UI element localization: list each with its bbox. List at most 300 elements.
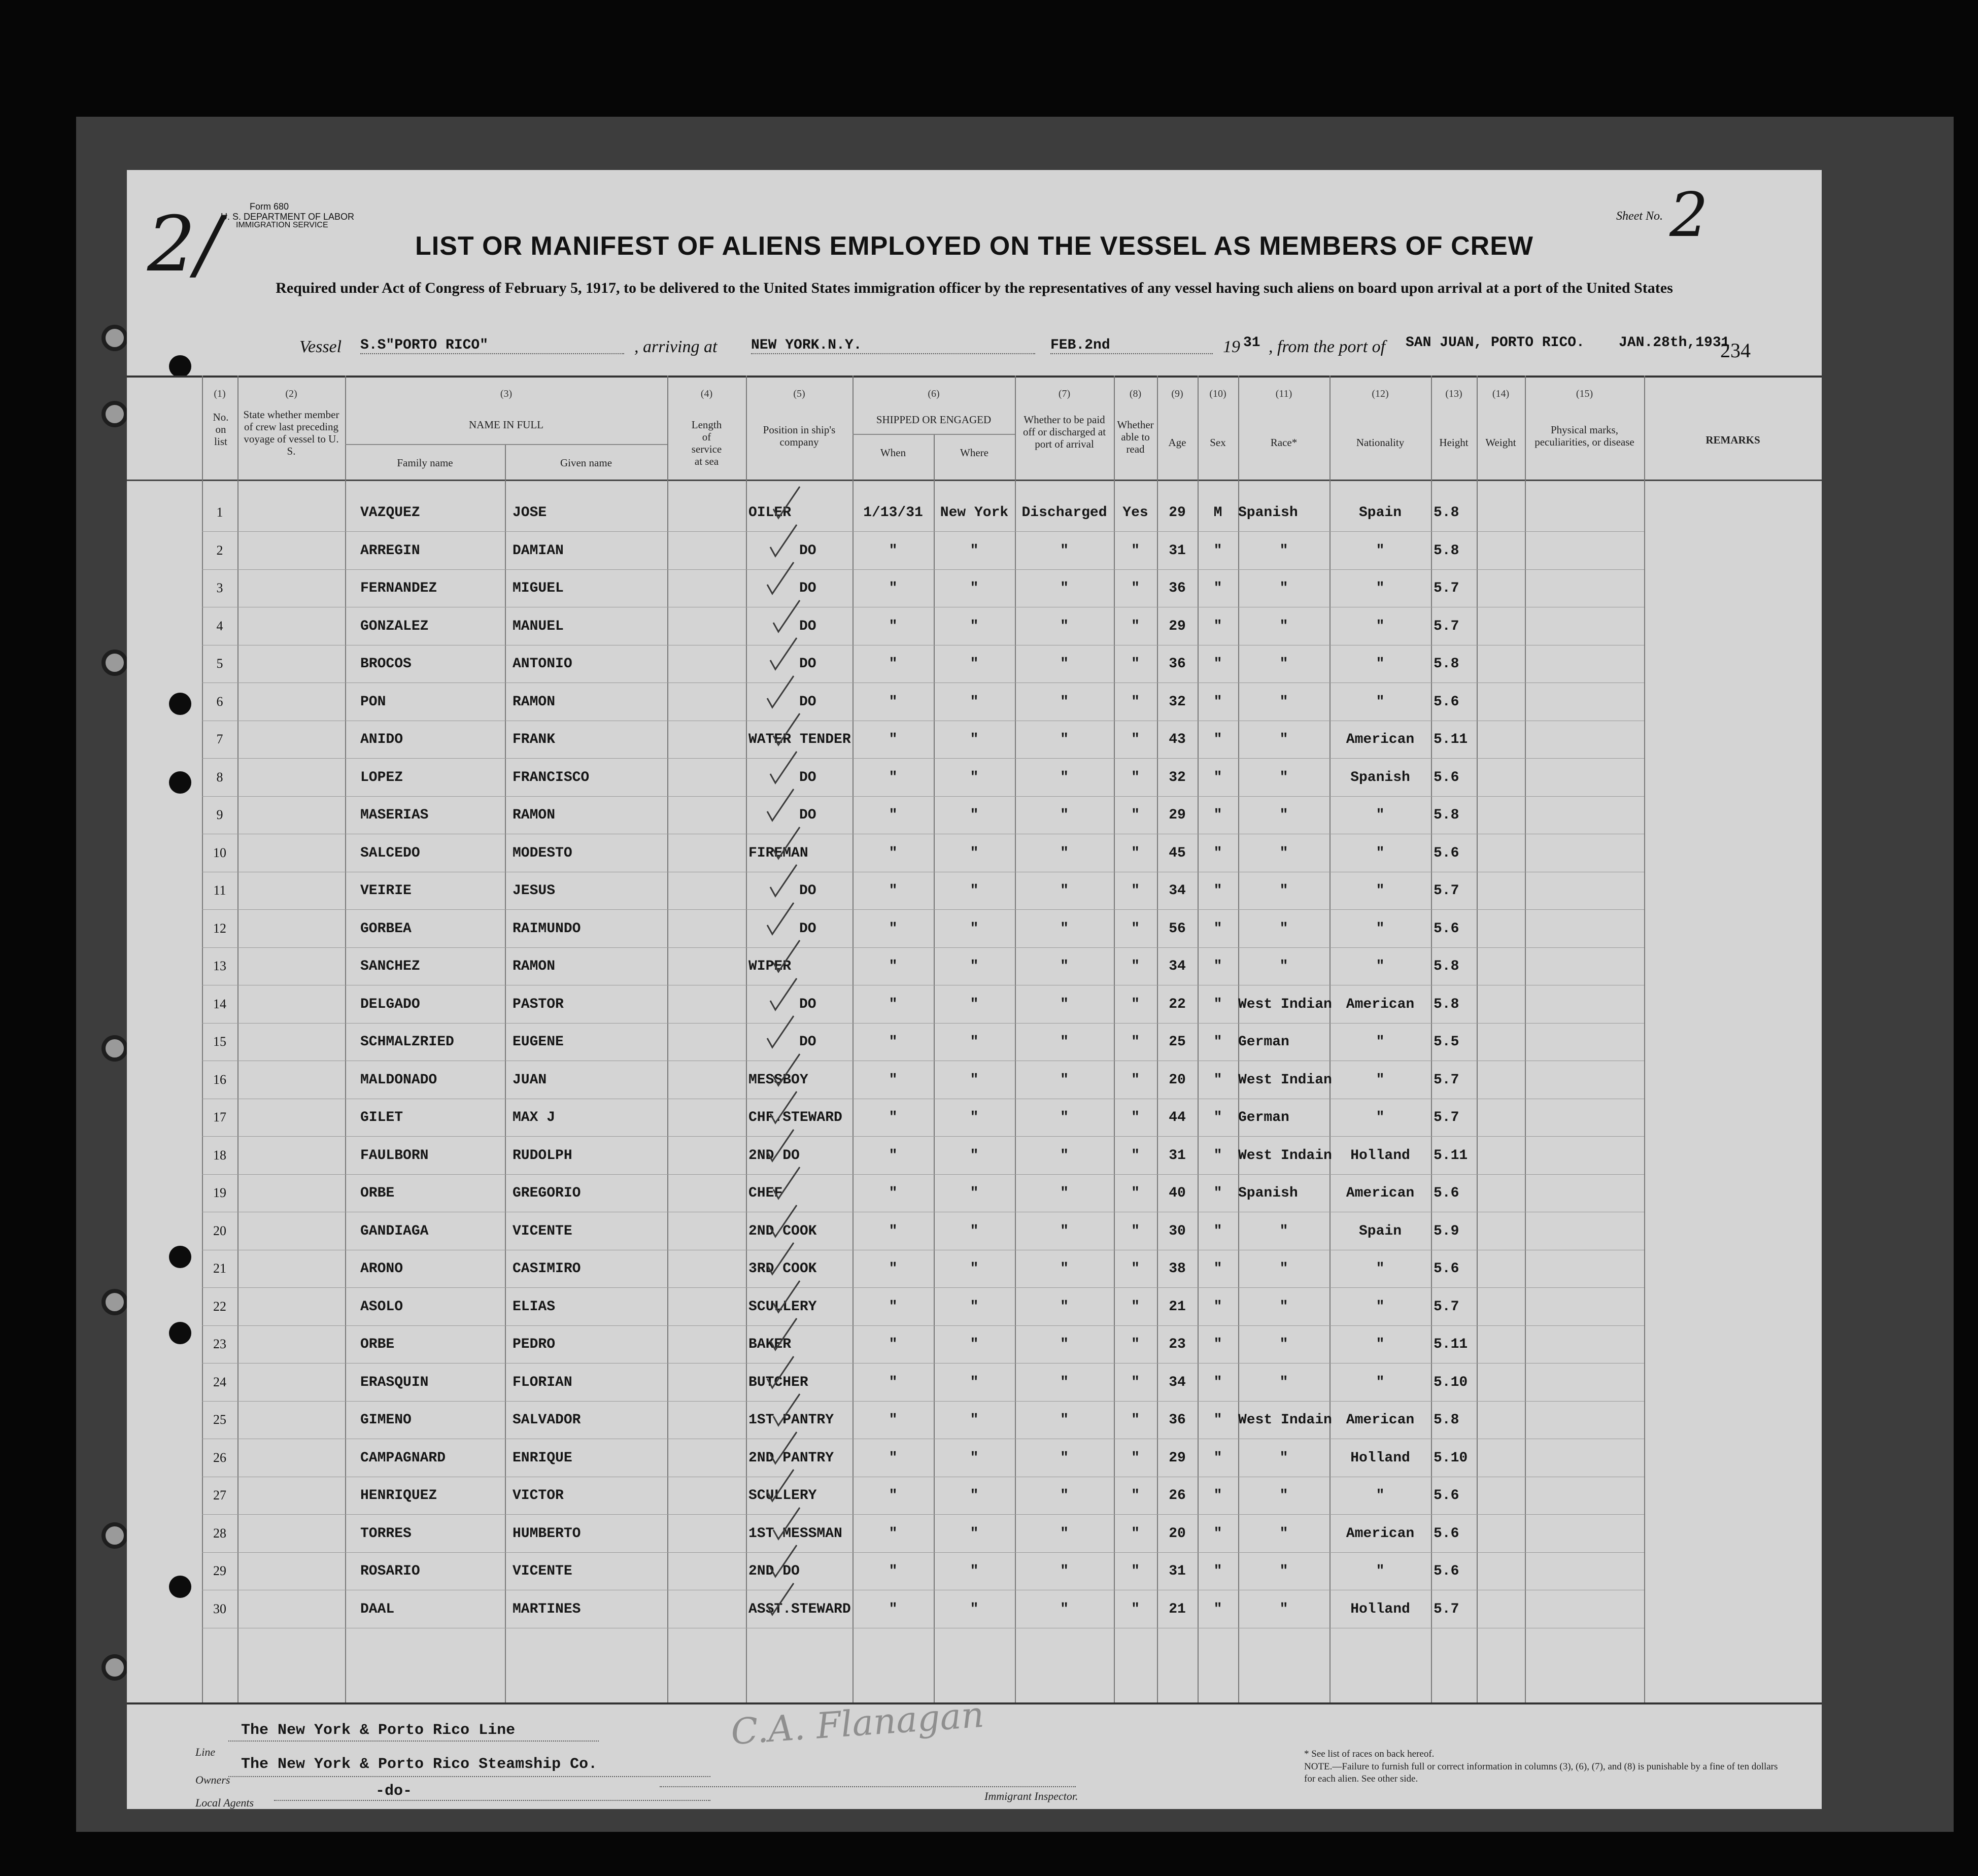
cell-no: 17 bbox=[213, 1110, 226, 1124]
cell-race: " bbox=[1279, 656, 1288, 672]
cell-age: 25 bbox=[1169, 1034, 1186, 1050]
cell-where: " bbox=[970, 581, 979, 596]
cell-race: " bbox=[1279, 732, 1288, 747]
department-label: U. S. DEPARTMENT OF LABOR bbox=[221, 212, 355, 222]
check-mark-icon bbox=[765, 674, 796, 709]
check-mark-icon bbox=[768, 1543, 799, 1579]
cell-family-name: ORBE bbox=[360, 1337, 395, 1352]
cell-read: " bbox=[1131, 1337, 1140, 1352]
row-rule bbox=[202, 569, 1644, 570]
cell-height: 5.7 bbox=[1434, 1072, 1459, 1088]
cell-discharged: " bbox=[1060, 1337, 1069, 1352]
page-title: LIST OR MANIFEST OF ALIENS EMPLOYED ON THE VESSEL AS MEMBERS OF CREW bbox=[415, 231, 1533, 261]
cell-discharged: " bbox=[1060, 1488, 1069, 1504]
cell-given-name: DAMIAN bbox=[513, 543, 564, 559]
cell-age: 20 bbox=[1169, 1526, 1186, 1542]
cell-height: 5.7 bbox=[1434, 1110, 1459, 1125]
cell-given-name: JESUS bbox=[513, 883, 556, 899]
cell-height: 5.8 bbox=[1434, 543, 1459, 559]
cell-position: 2ND DO bbox=[748, 1563, 800, 1579]
cell-position: DO bbox=[799, 694, 816, 710]
cell-height: 5.8 bbox=[1434, 1412, 1459, 1428]
cell-position: FIREMAN bbox=[748, 845, 808, 861]
cell-family-name: ARREGIN bbox=[360, 543, 420, 559]
cell-sex: " bbox=[1213, 959, 1222, 974]
cell-where: " bbox=[970, 921, 979, 937]
cell-family-name: ARONO bbox=[360, 1261, 403, 1277]
cell-where: " bbox=[970, 543, 979, 559]
check-mark-icon bbox=[768, 1430, 799, 1465]
cell-no: 27 bbox=[213, 1488, 226, 1503]
cell-discharged: Discharged bbox=[1021, 505, 1107, 521]
check-mark-icon bbox=[765, 1468, 796, 1503]
row-rule bbox=[202, 758, 1644, 759]
cell-race: " bbox=[1279, 1337, 1288, 1352]
cell-given-name: RAMON bbox=[513, 959, 556, 974]
cell-height: 5.8 bbox=[1434, 505, 1459, 521]
cell-read: " bbox=[1131, 883, 1140, 899]
cell-race: " bbox=[1279, 1375, 1288, 1390]
check-mark-icon bbox=[765, 1014, 796, 1049]
col-header-discharged: Whether to be paid off or discharged at port of arrival bbox=[1022, 414, 1106, 450]
cell-given-name: RAMON bbox=[513, 807, 556, 823]
cell-read: " bbox=[1131, 581, 1140, 596]
cell-discharged: " bbox=[1060, 1148, 1069, 1164]
cell-nationality: Spanish bbox=[1350, 770, 1410, 786]
agents-underline bbox=[274, 1800, 710, 1801]
cell-nationality: " bbox=[1376, 694, 1385, 710]
cell-when: " bbox=[889, 1148, 898, 1164]
cell-race: " bbox=[1279, 807, 1288, 823]
cell-where: " bbox=[970, 732, 979, 747]
col-num-3: (3) bbox=[500, 388, 513, 399]
cell-height: 5.6 bbox=[1434, 1261, 1459, 1277]
cell-when: " bbox=[889, 883, 898, 899]
cell-age: 34 bbox=[1169, 959, 1186, 974]
header-bottom-border bbox=[127, 480, 1822, 481]
cell-read: " bbox=[1131, 1488, 1140, 1504]
cell-family-name: ROSARIO bbox=[360, 1563, 420, 1579]
cell-position: CHEF bbox=[748, 1185, 783, 1201]
table-top-border bbox=[127, 376, 1822, 378]
col-num-10: (10) bbox=[1209, 388, 1226, 399]
name-group-rule bbox=[345, 444, 667, 445]
cell-nationality: American bbox=[1346, 1185, 1415, 1201]
cell-race: " bbox=[1279, 770, 1288, 786]
cell-given-name: GREGORIO bbox=[513, 1185, 581, 1201]
cell-where: " bbox=[970, 883, 979, 899]
cell-position: DO bbox=[799, 921, 816, 937]
cell-age: 40 bbox=[1169, 1185, 1186, 1201]
cell-when: " bbox=[889, 1072, 898, 1088]
cell-age: 26 bbox=[1169, 1488, 1186, 1504]
col-num-14: (14) bbox=[1492, 388, 1510, 399]
cell-nationality: American bbox=[1346, 1412, 1415, 1428]
form-number: Form 680 bbox=[250, 201, 289, 212]
punch-hole-icon bbox=[169, 771, 191, 794]
owners-label: Owners bbox=[195, 1773, 230, 1786]
shipped-group-rule bbox=[852, 434, 1015, 435]
col-header-given-name: Given name bbox=[560, 457, 612, 469]
cell-discharged: " bbox=[1060, 1034, 1069, 1050]
cell-no: 4 bbox=[216, 619, 223, 633]
cell-where: " bbox=[970, 1110, 979, 1125]
cell-nationality: " bbox=[1376, 581, 1385, 596]
row-rule bbox=[202, 796, 1644, 797]
cell-no: 6 bbox=[216, 694, 223, 709]
cell-position: DO bbox=[799, 807, 816, 823]
cell-sex: " bbox=[1213, 656, 1222, 672]
cell-race: " bbox=[1279, 581, 1288, 596]
cell-age: 30 bbox=[1169, 1223, 1186, 1239]
cell-read: " bbox=[1131, 1450, 1140, 1466]
cell-where: " bbox=[970, 1148, 979, 1164]
cell-height: 5.7 bbox=[1434, 581, 1459, 596]
cell-given-name: EUGENE bbox=[513, 1034, 564, 1050]
cell-where: New York bbox=[940, 505, 1009, 521]
cell-race: " bbox=[1279, 1563, 1288, 1579]
cell-when: " bbox=[889, 1488, 898, 1504]
cell-no: 1 bbox=[216, 505, 223, 520]
cell-no: 29 bbox=[213, 1563, 226, 1578]
cell-nationality: Holland bbox=[1350, 1450, 1410, 1466]
cell-family-name: ANIDO bbox=[360, 732, 403, 747]
cell-position: DO bbox=[799, 770, 816, 786]
cell-age: 23 bbox=[1169, 1337, 1186, 1352]
cell-when: " bbox=[889, 581, 898, 596]
check-mark-icon bbox=[768, 1089, 799, 1125]
year-suffix: 31 bbox=[1243, 335, 1260, 351]
cell-age: 34 bbox=[1169, 1375, 1186, 1390]
cell-race: West Indain bbox=[1238, 1148, 1332, 1164]
cell-family-name: FAULBORN bbox=[360, 1148, 429, 1164]
cell-position: MESSBOY bbox=[748, 1072, 808, 1088]
cell-when: " bbox=[889, 845, 898, 861]
cell-discharged: " bbox=[1060, 921, 1069, 937]
page-subtitle: Required under Act of Congress of February 5, 1917, to be delivered to the United States immigration officer by the representatives of any vessel having such aliens on board upon arrival at a port of the United States bbox=[276, 280, 1673, 296]
agents-name: -do- bbox=[376, 1783, 413, 1800]
cell-family-name: ERASQUIN bbox=[360, 1375, 429, 1390]
cell-age: 31 bbox=[1169, 1563, 1186, 1579]
cell-read: " bbox=[1131, 770, 1140, 786]
cell-position: OILER bbox=[748, 505, 792, 521]
cell-family-name: MALDONADO bbox=[360, 1072, 437, 1088]
col-header-nationality: Nationality bbox=[1356, 436, 1405, 449]
cell-sex: " bbox=[1213, 581, 1222, 596]
cell-family-name: ASOLO bbox=[360, 1299, 403, 1315]
column-rule bbox=[345, 376, 346, 1702]
cell-age: 29 bbox=[1169, 1450, 1186, 1466]
cell-race: " bbox=[1279, 694, 1288, 710]
cell-nationality: Holland bbox=[1350, 1148, 1410, 1164]
cell-when: " bbox=[889, 1110, 898, 1125]
cell-no: 22 bbox=[213, 1299, 226, 1314]
cell-position: 3RD COOK bbox=[748, 1261, 817, 1277]
cell-position: DO bbox=[799, 883, 816, 899]
check-mark-icon bbox=[771, 1392, 802, 1427]
cell-no: 12 bbox=[213, 921, 226, 936]
check-mark-icon bbox=[771, 1506, 802, 1541]
inspector-underline bbox=[660, 1786, 1076, 1787]
cell-age: 32 bbox=[1169, 694, 1186, 710]
cell-given-name: RUDOLPH bbox=[513, 1148, 572, 1164]
col-header-race: Race* bbox=[1270, 436, 1298, 449]
cell-given-name: VICENTE bbox=[513, 1223, 572, 1239]
page-stamp-number: 234 bbox=[1720, 339, 1751, 362]
cell-nationality: " bbox=[1376, 959, 1385, 974]
cell-where: " bbox=[970, 845, 979, 861]
cell-height: 5.6 bbox=[1434, 694, 1459, 710]
cell-race: West Indian bbox=[1238, 1072, 1332, 1088]
cell-no: 21 bbox=[213, 1261, 226, 1276]
cell-discharged: " bbox=[1060, 1261, 1069, 1277]
vessel-name: S.S"PORTO RICO" bbox=[360, 337, 624, 354]
cell-position: 2ND COOK bbox=[748, 1223, 817, 1239]
cell-sex: " bbox=[1213, 694, 1222, 710]
cell-height: 5.6 bbox=[1434, 921, 1459, 937]
cell-given-name: PEDRO bbox=[513, 1337, 556, 1352]
cell-when: " bbox=[889, 1601, 898, 1617]
cell-no: 20 bbox=[213, 1223, 226, 1238]
binder-hole-icon bbox=[101, 1654, 128, 1681]
cell-when: " bbox=[889, 1526, 898, 1542]
cell-sex: " bbox=[1213, 1299, 1222, 1315]
punch-hole-icon bbox=[169, 1246, 191, 1268]
col-num-13: (13) bbox=[1445, 388, 1462, 399]
cell-height: 5.11 bbox=[1434, 1148, 1468, 1164]
cell-when: " bbox=[889, 1337, 898, 1352]
col-header-when: When bbox=[880, 447, 906, 459]
col-num-11: (11) bbox=[1275, 388, 1292, 399]
cell-read: " bbox=[1131, 656, 1140, 672]
cell-age: 38 bbox=[1169, 1261, 1186, 1277]
cell-height: 5.6 bbox=[1434, 770, 1459, 786]
cell-discharged: " bbox=[1060, 581, 1069, 596]
cell-no: 2 bbox=[216, 543, 223, 558]
cell-age: 29 bbox=[1169, 807, 1186, 823]
check-mark-icon bbox=[771, 1279, 802, 1314]
cell-read: " bbox=[1131, 1412, 1140, 1428]
cell-given-name: VICENTE bbox=[513, 1563, 572, 1579]
cell-where: " bbox=[970, 1563, 979, 1579]
races-note: * See list of races on back hereof. bbox=[1304, 1749, 1435, 1759]
row-rule bbox=[202, 1514, 1644, 1515]
cell-sex: " bbox=[1213, 1110, 1222, 1125]
cell-height: 5.6 bbox=[1434, 1488, 1459, 1504]
row-rule bbox=[202, 1552, 1644, 1553]
cell-family-name: FERNANDEZ bbox=[360, 581, 437, 596]
cell-family-name: GANDIAGA bbox=[360, 1223, 429, 1239]
binder-hole-icon bbox=[101, 1035, 128, 1062]
cell-no: 26 bbox=[213, 1450, 226, 1465]
cell-discharged: " bbox=[1060, 1601, 1069, 1617]
arrival-date: FEB.2nd bbox=[1050, 337, 1213, 354]
binder-hole-icon bbox=[101, 401, 128, 427]
cell-family-name: SALCEDO bbox=[360, 845, 420, 861]
cell-discharged: " bbox=[1060, 1563, 1069, 1579]
cell-given-name: JOSE bbox=[513, 505, 547, 521]
cell-race: West Indian bbox=[1238, 997, 1332, 1012]
cell-where: " bbox=[970, 694, 979, 710]
cell-no: 28 bbox=[213, 1526, 226, 1541]
cell-read: " bbox=[1131, 1072, 1140, 1088]
cell-age: 20 bbox=[1169, 1072, 1186, 1088]
cell-height: 5.7 bbox=[1434, 1299, 1459, 1315]
cell-read: " bbox=[1131, 619, 1140, 634]
cell-discharged: " bbox=[1060, 1223, 1069, 1239]
check-mark-icon bbox=[765, 901, 796, 936]
col-num-2: (2) bbox=[285, 388, 297, 399]
punch-hole-icon bbox=[169, 355, 191, 378]
cell-where: " bbox=[970, 1299, 979, 1315]
column-rule bbox=[505, 444, 506, 1702]
cell-sex: " bbox=[1213, 1601, 1222, 1617]
inspector-label: Immigrant Inspector. bbox=[984, 1790, 1078, 1802]
cell-nationality: Holland bbox=[1350, 1601, 1410, 1617]
cell-race: " bbox=[1279, 845, 1288, 861]
binder-hole-icon bbox=[101, 650, 128, 676]
col-header-height: Height bbox=[1439, 436, 1469, 449]
cell-nationality: " bbox=[1376, 807, 1385, 823]
crew-manifest-sheet bbox=[127, 170, 1822, 1809]
check-mark-icon bbox=[765, 560, 796, 596]
cell-race: " bbox=[1279, 1261, 1288, 1277]
cell-where: " bbox=[970, 1526, 979, 1542]
cell-family-name: SANCHEZ bbox=[360, 959, 420, 974]
line-underline bbox=[228, 1741, 599, 1742]
cell-sex: " bbox=[1213, 1223, 1222, 1239]
cell-discharged: " bbox=[1060, 1185, 1069, 1201]
col-header-sex: Sex bbox=[1210, 436, 1226, 449]
cell-age: 56 bbox=[1169, 921, 1186, 937]
col-num-5: (5) bbox=[793, 388, 805, 399]
cell-nationality: American bbox=[1346, 732, 1415, 747]
cell-no: 9 bbox=[216, 807, 223, 822]
cell-where: " bbox=[970, 1412, 979, 1428]
cell-sex: " bbox=[1213, 1185, 1222, 1201]
cell-no: 8 bbox=[216, 770, 223, 784]
cell-race: Spanish bbox=[1238, 1185, 1298, 1201]
cell-discharged: " bbox=[1060, 619, 1069, 634]
cell-when: 1/13/31 bbox=[863, 505, 923, 521]
cell-read: " bbox=[1131, 1223, 1140, 1239]
cell-position: DO bbox=[799, 581, 816, 596]
col-header-weight: Weight bbox=[1485, 436, 1516, 449]
cell-sex: " bbox=[1213, 807, 1222, 823]
column-rule bbox=[1431, 376, 1432, 1702]
cell-nationality: " bbox=[1376, 1299, 1385, 1315]
cell-given-name: MANUEL bbox=[513, 619, 564, 634]
check-mark-icon bbox=[768, 1203, 799, 1239]
cell-discharged: " bbox=[1060, 845, 1069, 861]
col-num-1: (1) bbox=[214, 388, 226, 399]
cell-position: CHF.STEWARD bbox=[748, 1110, 842, 1125]
cell-discharged: " bbox=[1060, 1110, 1069, 1125]
cell-position: SCULLERY bbox=[748, 1488, 817, 1504]
cell-discharged: " bbox=[1060, 1072, 1069, 1088]
cell-discharged: " bbox=[1060, 1412, 1069, 1428]
cell-family-name: GILET bbox=[360, 1110, 403, 1125]
from-label: , from the port of bbox=[1269, 337, 1386, 356]
cell-nationality: " bbox=[1376, 921, 1385, 937]
cell-when: " bbox=[889, 1412, 898, 1428]
cell-race: " bbox=[1279, 1450, 1288, 1466]
cell-when: " bbox=[889, 807, 898, 823]
cell-family-name: PON bbox=[360, 694, 386, 710]
cell-age: 43 bbox=[1169, 732, 1186, 747]
cell-height: 5.11 bbox=[1434, 732, 1468, 747]
sheet-label: Sheet No. bbox=[1616, 210, 1663, 223]
cell-sex: " bbox=[1213, 883, 1222, 899]
cell-when: " bbox=[889, 1261, 898, 1277]
cell-race: " bbox=[1279, 1223, 1288, 1239]
cell-read: " bbox=[1131, 1261, 1140, 1277]
cell-discharged: " bbox=[1060, 883, 1069, 899]
binder-hole-icon bbox=[101, 325, 128, 351]
cell-height: 5.5 bbox=[1434, 1034, 1459, 1050]
col-header-family-name: Family name bbox=[397, 457, 453, 469]
cell-nationality: " bbox=[1376, 1337, 1385, 1352]
cell-when: " bbox=[889, 1185, 898, 1201]
cell-race: " bbox=[1279, 1601, 1288, 1617]
arriving-label: , arriving at bbox=[634, 337, 718, 356]
cell-where: " bbox=[970, 1223, 979, 1239]
cell-where: " bbox=[970, 770, 979, 786]
check-mark-icon bbox=[771, 825, 802, 861]
cell-given-name: JUAN bbox=[513, 1072, 547, 1088]
cell-read: " bbox=[1131, 1601, 1140, 1617]
penalty-note: NOTE.—Failure to furnish full or correct information in columns (3), (6), (7), and (8) is punishable by a fine of ten dollars for each alien. See other side. bbox=[1304, 1761, 1778, 1784]
check-mark-icon bbox=[765, 1354, 796, 1390]
cell-sex: " bbox=[1213, 921, 1222, 937]
cell-position: 2ND PANTRY bbox=[748, 1450, 834, 1466]
cell-where: " bbox=[970, 959, 979, 974]
cell-sex: " bbox=[1213, 619, 1222, 634]
owners-underline bbox=[228, 1776, 710, 1777]
col-header-prior-voyage: State whether member of crew last preceding voyage of vessel to U. S. bbox=[243, 408, 339, 457]
cell-position: BAKER bbox=[748, 1337, 792, 1352]
col-header-physical-marks: Physical marks, peculiarities, or disease bbox=[1534, 424, 1634, 448]
cell-height: 5.6 bbox=[1434, 1563, 1459, 1579]
cell-age: 21 bbox=[1169, 1299, 1186, 1315]
cell-height: 5.7 bbox=[1434, 883, 1459, 899]
cell-given-name: ELIAS bbox=[513, 1299, 556, 1315]
cell-family-name: GIMENO bbox=[360, 1412, 412, 1428]
cell-no: 3 bbox=[216, 581, 223, 595]
cell-family-name: DAAL bbox=[360, 1601, 395, 1617]
cell-no: 24 bbox=[213, 1375, 226, 1389]
check-mark-icon bbox=[765, 1128, 796, 1163]
arriving-port: NEW YORK.N.Y. bbox=[751, 337, 1035, 354]
cell-given-name: FRANK bbox=[513, 732, 556, 747]
row-rule bbox=[202, 1174, 1644, 1175]
cell-height: 5.6 bbox=[1434, 1526, 1459, 1542]
cell-when: " bbox=[889, 1223, 898, 1239]
cell-when: " bbox=[889, 1563, 898, 1579]
cell-read: Yes bbox=[1122, 505, 1148, 521]
row-rule bbox=[202, 1023, 1644, 1024]
cell-family-name: LOPEZ bbox=[360, 770, 403, 786]
cell-discharged: " bbox=[1060, 1375, 1069, 1390]
col-header-age: Age bbox=[1168, 436, 1186, 449]
cell-position: BUTCHER bbox=[748, 1375, 808, 1390]
cell-family-name: TORRES bbox=[360, 1526, 412, 1542]
sheet-number: 2 bbox=[1669, 180, 1709, 251]
departure-date: JAN.28th,1931 bbox=[1619, 335, 1730, 351]
col-num-8: (8) bbox=[1129, 388, 1142, 399]
cell-nationality: " bbox=[1376, 883, 1385, 899]
line-label: Line bbox=[195, 1746, 216, 1758]
